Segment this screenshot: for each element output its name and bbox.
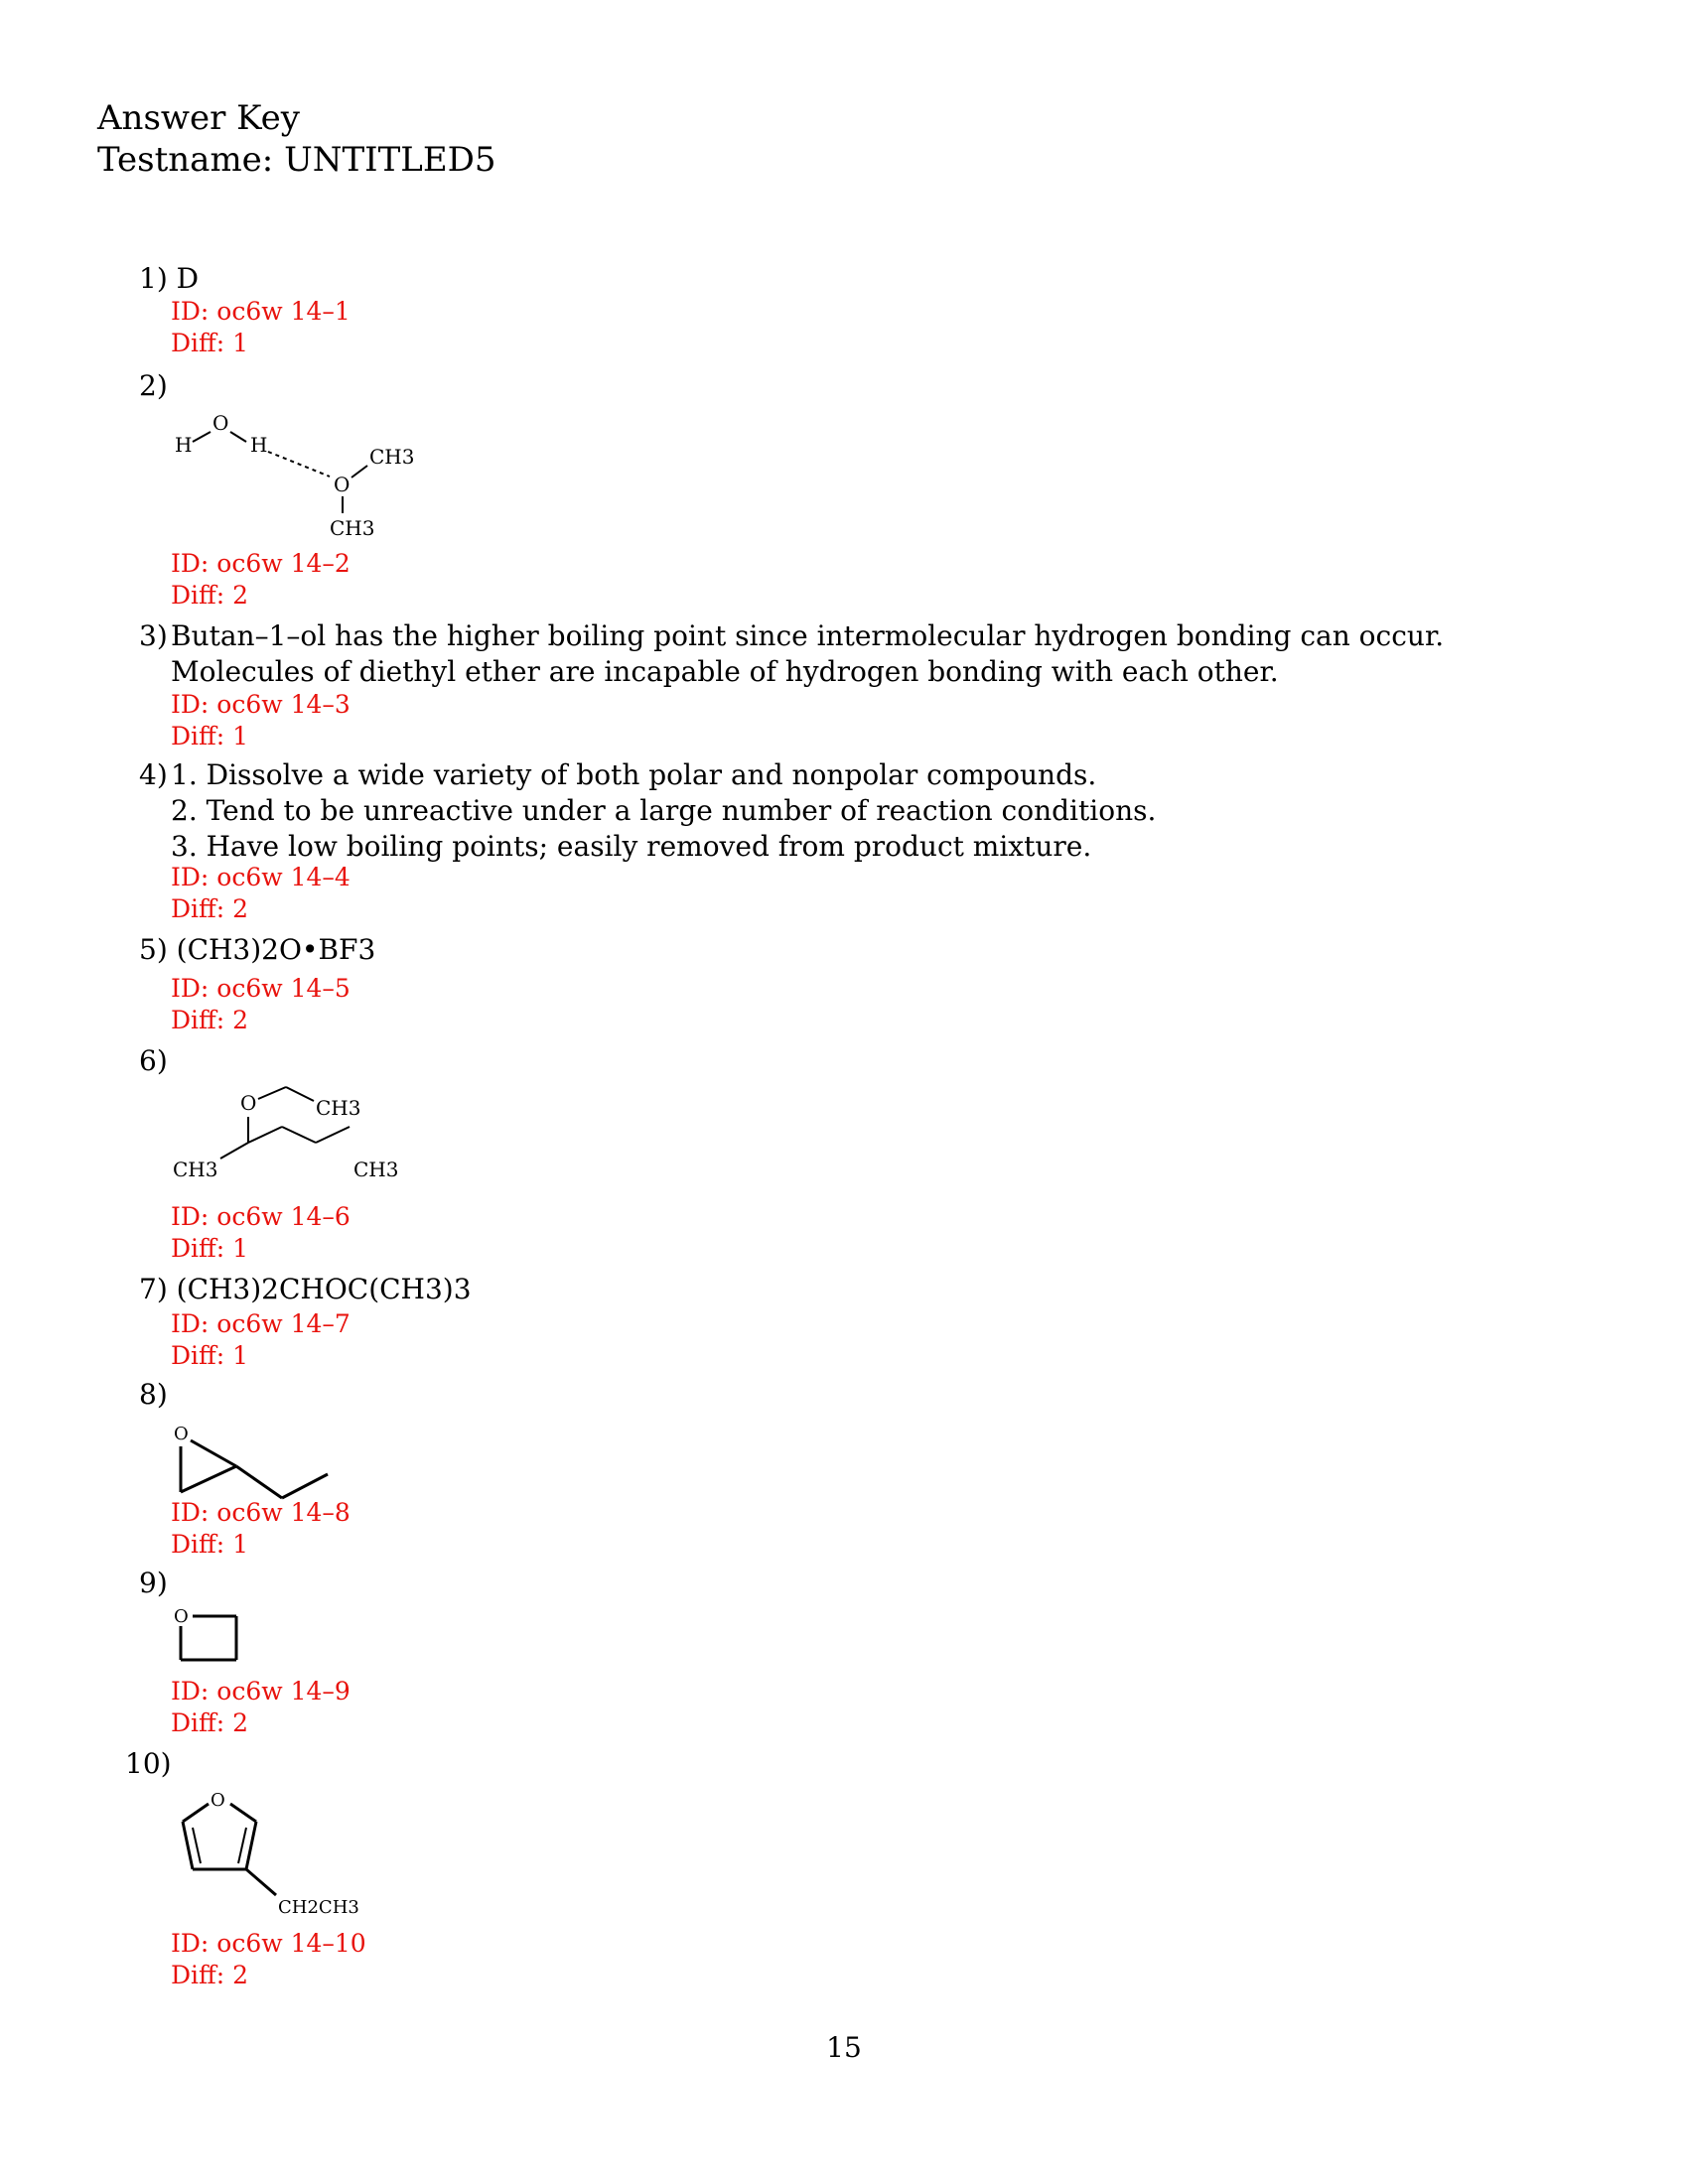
atom-o: O [174, 1606, 189, 1627]
doc-title: Answer Key [97, 98, 300, 138]
bond [248, 1127, 282, 1143]
atom-ch3-b: CH3 [330, 516, 375, 540]
question-4-meta [171, 862, 351, 925]
question-diff: Diff: 2 [171, 581, 249, 610]
bond [246, 1822, 256, 1869]
bond [286, 1087, 314, 1101]
question-4-number: 4) [139, 758, 168, 791]
answer-line: 1. Dissolve a wide variety of both polar and nonpolar compounds. [171, 758, 1097, 791]
bond [220, 1143, 248, 1159]
atom-ethyl: CH2CH3 [278, 1897, 359, 1918]
bond-double [238, 1828, 246, 1863]
oxetane-structure [169, 1598, 268, 1678]
atom-h2: H [250, 433, 268, 457]
question-diff: Diff: 1 [171, 1530, 249, 1559]
bond [230, 1804, 256, 1822]
atom-o: O [174, 1424, 189, 1444]
question-id: ID: oc6w 14–7 [171, 1309, 351, 1338]
bond [282, 1127, 316, 1143]
question-id: ID: oc6w 14–9 [171, 1677, 351, 1706]
question-diff: Diff: 2 [171, 1961, 249, 1989]
bond [246, 1869, 276, 1895]
question-3-number: 3) [139, 619, 168, 652]
question-3-meta [171, 689, 351, 752]
atom-o: O [211, 1790, 225, 1811]
answer-line: 2. Tend to be unreactive under a large number of reaction conditions. [171, 794, 1157, 827]
page-number: 15 [826, 2031, 862, 2064]
atom-ch3-c4: CH3 [353, 1158, 399, 1181]
header [97, 97, 496, 181]
question-8-number: 8) [139, 1378, 168, 1411]
bond [183, 1804, 209, 1822]
question-2-meta [171, 548, 351, 612]
question-9-number: 9) [139, 1567, 168, 1599]
question-diff: Diff: 1 [171, 329, 249, 357]
hydrogen-bond [268, 452, 330, 477]
question-9-meta [171, 1676, 351, 1739]
answer-line: 3. Have low boiling points; easily removed from product mixture. [171, 830, 1092, 863]
answer-text: (CH3)2O•BF3 [176, 933, 376, 966]
question-id: ID: oc6w 14–6 [171, 1202, 351, 1231]
bond [352, 466, 367, 478]
question-6-meta [171, 1201, 351, 1265]
question-2-number: 2) [139, 369, 168, 402]
question-6-number: 6) [139, 1044, 168, 1077]
2-ethoxybutane-structure [159, 1077, 457, 1196]
water-dimethyl-ether-hbond-structure [159, 402, 437, 541]
question-id: ID: oc6w 14–1 [171, 297, 351, 326]
bond-double [193, 1828, 201, 1863]
atom-ch3-c1: CH3 [173, 1158, 218, 1181]
question-1-meta [171, 296, 351, 359]
question-8-meta [171, 1497, 351, 1561]
question-1 [139, 262, 199, 296]
bond [258, 1087, 286, 1099]
question-id: ID: oc6w 14–5 [171, 974, 351, 1003]
atom-o: O [240, 1091, 257, 1115]
atom-h1: H [175, 433, 193, 457]
question-diff: Diff: 2 [171, 1006, 249, 1034]
question-5 [139, 933, 375, 967]
question-id: ID: oc6w 14–2 [171, 549, 351, 578]
atom-o2: O [334, 473, 351, 496]
question-7-meta [171, 1308, 351, 1372]
question-diff: Diff: 1 [171, 722, 249, 751]
bond-spacer [350, 1127, 357, 1159]
atom-ch3-ethyl: CH3 [316, 1096, 361, 1120]
question-7 [139, 1273, 472, 1306]
question-3-answer: Butan–1–ol has the higher boiling point since intermolecular hydrogen bonding can occur. Molecules of diethyl ether are incapable of hydrogen bonding with each other. [171, 619, 1445, 688]
question-10-number: 10) [125, 1747, 172, 1780]
test-name: Testname: UNTITLED5 [97, 140, 496, 180]
bond [183, 1822, 193, 1869]
bond [230, 432, 246, 442]
answer-text: (CH3)2CHOC(CH3)3 [176, 1273, 472, 1305]
bond [282, 1474, 328, 1498]
question-id: ID: oc6w 14–3 [171, 690, 351, 719]
question-number: 5) [139, 933, 168, 966]
question-diff: Diff: 1 [171, 1341, 249, 1370]
bond [191, 1440, 236, 1466]
question-diff: Diff: 1 [171, 1234, 249, 1263]
question-number: 1) [139, 262, 168, 295]
question-4-answer [171, 757, 1561, 865]
bond [181, 1466, 236, 1492]
question-diff: Diff: 2 [171, 1708, 249, 1737]
question-5-meta [171, 973, 351, 1036]
bond [236, 1466, 282, 1498]
atom-o1: O [212, 411, 229, 435]
question-number: 7) [139, 1273, 168, 1305]
3-ethylfuran-structure [169, 1782, 387, 1951]
question-diff: Diff: 2 [171, 894, 249, 923]
bond [193, 432, 211, 442]
answer-text: D [176, 262, 200, 295]
question-id: ID: oc6w 14–10 [171, 1929, 366, 1958]
bond [316, 1127, 350, 1143]
atom-ch3-a: CH3 [369, 445, 415, 469]
question-10-meta [171, 1928, 366, 1991]
question-id: ID: oc6w 14–4 [171, 863, 351, 891]
question-id: ID: oc6w 14–8 [171, 1498, 351, 1527]
